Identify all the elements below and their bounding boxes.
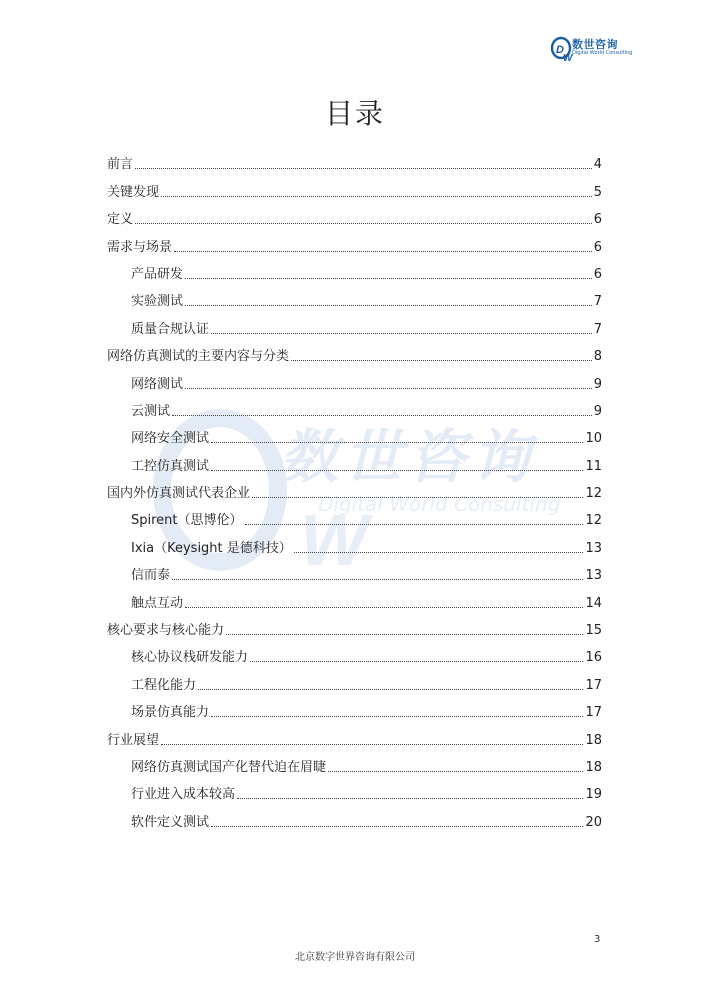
toc-dot-leader — [211, 332, 592, 334]
toc-dot-leader — [237, 797, 583, 799]
toc-entry[interactable] — [107, 612, 602, 639]
toc-entry[interactable] — [107, 256, 602, 283]
toc-entry-title: Spirent（思博伦） — [131, 513, 243, 529]
toc-entry[interactable] — [107, 529, 602, 556]
toc-entry[interactable] — [107, 694, 602, 721]
toc-dot-leader — [328, 770, 583, 772]
toc-dot-leader — [172, 414, 592, 416]
toc-entry[interactable] — [107, 584, 602, 611]
toc-entry-page-number: 16 — [585, 650, 602, 666]
toc-entry[interactable] — [107, 803, 602, 830]
toc-entry[interactable] — [107, 201, 602, 228]
toc-entry-page-number: 7 — [593, 321, 602, 337]
toc-entry-page-number: 13 — [585, 540, 602, 556]
toc-entry-title: 行业进入成本较高 — [131, 787, 236, 803]
toc-dot-leader — [174, 250, 592, 252]
toc-entry-page-number: 8 — [593, 349, 602, 365]
toc-entry-page-number: 5 — [593, 184, 602, 200]
toc-entry-title: 前言 — [107, 157, 134, 173]
toc-entry-title: 网络仿真测试国产化替代迫在眉睫 — [131, 759, 327, 775]
toc-dot-leader — [211, 441, 583, 443]
toc-entry[interactable] — [107, 776, 602, 803]
logo-brand-en: Digital World Consulting — [572, 50, 633, 56]
logo-brand-cn: 数世咨询 — [572, 38, 618, 51]
toc-entry-title: 工程化能力 — [131, 677, 197, 693]
toc-entry-page-number: 6 — [593, 266, 602, 282]
toc-entry[interactable] — [107, 420, 602, 447]
toc-entry-title: 实验测试 — [131, 294, 184, 310]
toc-entry[interactable] — [107, 146, 602, 173]
watermark-text-cn: 数世咨询 — [280, 423, 537, 491]
toc-entry-title: 云测试 — [131, 403, 171, 419]
toc-dot-leader — [185, 606, 583, 608]
toc-entry-title: 场景仿真能力 — [131, 705, 210, 721]
toc-entry-page-number: 18 — [585, 732, 602, 748]
toc-entry[interactable] — [107, 173, 602, 200]
toc-dot-leader — [245, 523, 584, 525]
toc-entry-page-number: 6 — [593, 212, 602, 228]
toc-entry-title: 国内外仿真测试代表企业 — [107, 486, 251, 502]
toc-entry-page-number: 11 — [585, 458, 602, 474]
page-title: 目录 — [324, 97, 385, 130]
toc-entry-title: 核心要求与核心能力 — [107, 623, 225, 639]
toc-entry-title: 行业展望 — [107, 732, 160, 748]
toc-entry[interactable] — [107, 639, 602, 666]
toc-dot-leader — [185, 387, 592, 389]
toc-dot-leader — [211, 469, 583, 471]
toc-entry-title: 工控仿真测试 — [131, 458, 210, 474]
page-number: 3 — [594, 934, 601, 945]
toc-dot-leader — [294, 551, 584, 553]
toc-entry-page-number: 18 — [585, 759, 602, 775]
toc-dot-leader — [172, 578, 583, 580]
toc-dot-leader — [135, 167, 592, 169]
toc-entry[interactable] — [107, 749, 602, 776]
svg-text:W: W — [300, 501, 368, 581]
toc-entry-page-number: 10 — [585, 431, 602, 447]
toc-dot-leader — [211, 715, 583, 717]
toc-entry[interactable] — [107, 365, 602, 392]
toc-dot-leader — [250, 660, 583, 662]
toc-entry[interactable] — [107, 475, 602, 502]
toc-entry-page-number: 15 — [585, 623, 602, 639]
toc-dot-leader — [161, 743, 583, 745]
toc-entry[interactable] — [107, 338, 602, 365]
toc-dot-leader — [135, 222, 592, 224]
toc-dot-leader — [198, 688, 583, 690]
toc-entry-page-number: 9 — [593, 403, 602, 419]
toc-entry[interactable] — [107, 283, 602, 310]
toc-entry[interactable] — [107, 557, 602, 584]
toc-entry-page-number: 6 — [593, 239, 602, 255]
toc-entry[interactable] — [107, 310, 602, 337]
toc-dot-leader — [185, 304, 592, 306]
toc-entry-title: Ixia（Keysight 是德科技） — [131, 540, 292, 556]
toc-entry[interactable] — [107, 502, 602, 529]
toc-entry-title: 产品研发 — [131, 266, 184, 282]
footer-company-name: 北京数字世界咨询有限公司 — [295, 952, 415, 963]
toc-entry[interactable] — [107, 447, 602, 474]
toc-entry[interactable] — [107, 228, 602, 255]
toc-entry-title: 定义 — [107, 212, 134, 228]
toc-entry-title: 需求与场景 — [107, 239, 173, 255]
toc-entry-page-number: 12 — [585, 513, 602, 529]
toc-entry-title: 质量合规认证 — [131, 321, 210, 337]
svg-text:W: W — [563, 53, 573, 64]
table-of-contents — [107, 146, 602, 831]
toc-entry-title: 核心协议栈研发能力 — [131, 650, 249, 666]
toc-entry[interactable] — [107, 721, 602, 748]
toc-entry[interactable] — [107, 666, 602, 693]
toc-entry-title: 网络测试 — [131, 376, 184, 392]
toc-entry-page-number: 19 — [585, 787, 602, 803]
toc-dot-leader — [161, 195, 592, 197]
company-logo — [550, 34, 633, 64]
toc-entry-title: 网络仿真测试的主要内容与分类 — [107, 349, 290, 365]
toc-dot-leader — [252, 496, 583, 498]
svg-text:D: D — [556, 44, 564, 56]
toc-entry-title: 信而泰 — [131, 568, 171, 584]
toc-entry-page-number: 17 — [585, 705, 602, 721]
toc-entry-page-number: 9 — [593, 376, 602, 392]
toc-entry[interactable] — [107, 393, 602, 420]
toc-entry-page-number: 13 — [585, 568, 602, 584]
toc-entry-page-number: 7 — [593, 294, 602, 310]
toc-entry-page-number: 14 — [585, 595, 602, 611]
toc-entry-page-number: 4 — [593, 157, 602, 173]
toc-entry-page-number: 17 — [585, 677, 602, 693]
toc-entry-title: 网络安全测试 — [131, 431, 210, 447]
toc-dot-leader — [291, 359, 592, 361]
toc-entry-title: 关键发现 — [107, 184, 160, 200]
toc-dot-leader — [185, 277, 592, 279]
toc-entry-page-number: 12 — [585, 486, 602, 502]
toc-entry-page-number: 20 — [585, 814, 602, 830]
toc-dot-leader — [226, 633, 583, 635]
toc-entry-title: 触点互动 — [131, 595, 184, 611]
toc-entry-title: 软件定义测试 — [131, 814, 210, 830]
toc-dot-leader — [211, 825, 583, 827]
watermark-text-en: Digital World Consulting — [318, 492, 561, 516]
